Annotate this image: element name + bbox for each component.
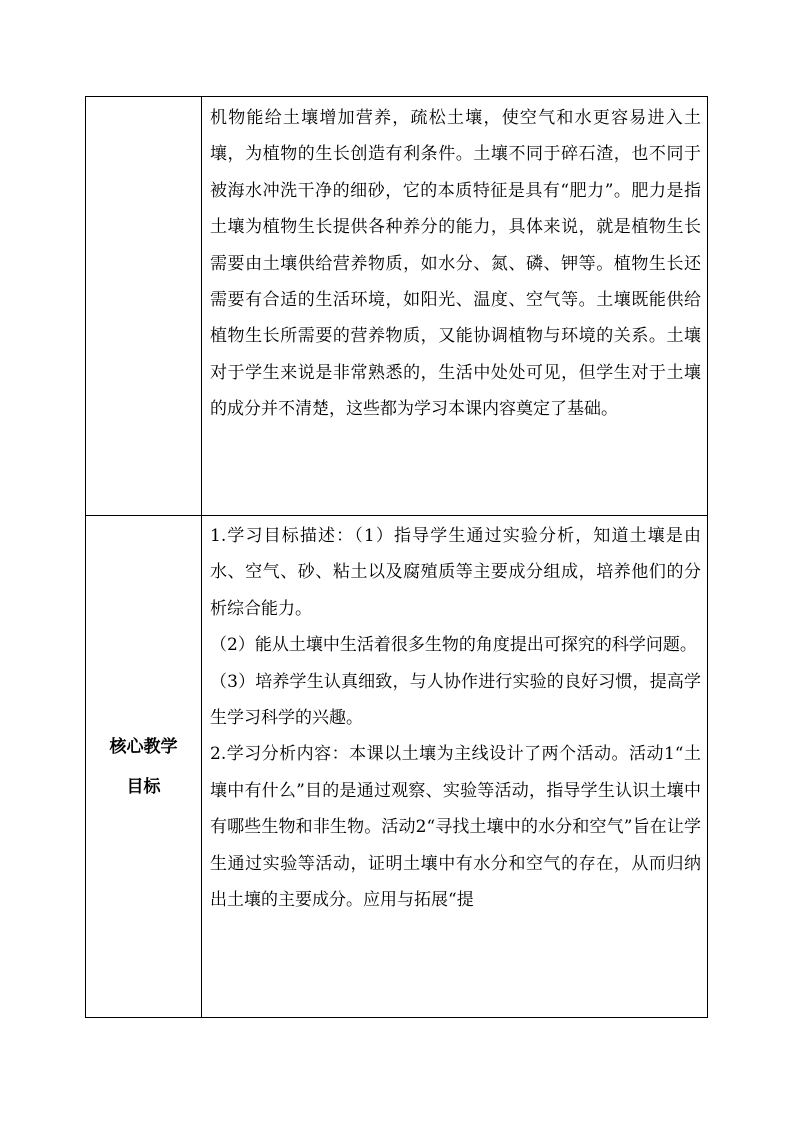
row-label-line-1: 核心教学: [109, 736, 178, 757]
paragraph-content-analysis: 2.学习分析内容：本课以土壤为主线设计了两个活动。活动1“土壤中有什么”目的是通过观察、实验等活动，指导学生认识土壤中有哪些生物和非生物。活动2“寻找土壤中的水分和空气”旨在让学生通过实验等活动，证明土壤中有水分和空气的存在，从而归纳出土壤的主要成分。应用与拓展“提: [210, 744, 701, 911]
table-row: [86, 516, 708, 1018]
table-row: [86, 97, 708, 516]
row-label-cell-core-goals: [86, 516, 202, 1018]
lesson-plan-table: [85, 96, 708, 1018]
paragraph-goal-description: 1.学习目标描述：（1）指导学生通过实验分析，知道土壤是由水、空气、砂、粘土以及腐殖质等主要成分组成，培养他们的分析综合能力。: [210, 526, 701, 619]
content-cell-core-goals: [202, 516, 708, 1018]
row-label-cell-empty: [86, 97, 202, 516]
row-label-line-2: 目标: [126, 776, 161, 797]
content-cell-soil-background: [202, 97, 708, 516]
paragraph-goal-2: （2）能从土壤中生活着很多生物的角度提出可探究的科学问题。: [210, 635, 697, 656]
paragraph-goal-3: （3）培养学生认真细致，与人协作进行实验的良好习惯，提高学生学习科学的兴趣。: [210, 671, 701, 729]
paragraph-soil-background: 机物能给土壤增加营养，疏松土壤，使空气和水更容易进入土壤，为植物的生长创造有利条件。土壤不同于碎石渣，也不同于被海水冲洗干净的细砂，它的本质特征是具有“肥力”。肥力是指土壤为植物生长提供各种养分的能力，具体来说，就是植物生长需要由土壤供给营养物质，如水分、氮、磷、钾等。植物生长还需要有合适的生活环境，如阳光、温度、空气等。土壤既能供给植物生长所需要的营养物质，又能协调植物与环境的关系。土壤对于学生来说是非常熟悉的，生活中处处可见，但学生对于土壤的成分并不清楚，这些都为学习本课内容奠定了基础。: [210, 108, 701, 420]
